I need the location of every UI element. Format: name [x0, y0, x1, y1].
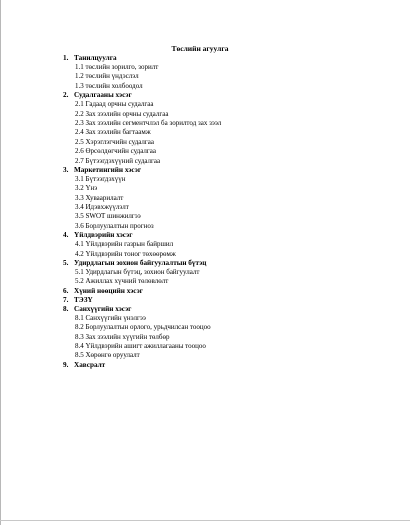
- document-title: Төслийн агуулга: [171, 44, 229, 53]
- toc-subsection: 8.4 Үйлдвэрийн ашигт ажиллагааны тооцоо: [75, 341, 206, 350]
- toc-subsection: 8.5 Хөрөнгө оруулалт: [75, 351, 140, 360]
- toc-section: [0, 259, 400, 268]
- toc-section: [0, 305, 400, 314]
- toc-subsection: 2.4 Зах зээлийн багтаамж: [75, 128, 151, 137]
- toc-subsection: 8.2 Борлуулалтын орлого, урьдчилсан тооцоо: [75, 323, 211, 332]
- toc-section-number: 8.: [63, 304, 69, 313]
- toc-section-title: Судалгааны хэсэг: [74, 91, 132, 100]
- toc-section-number: 2.: [63, 91, 69, 100]
- toc-subsection: 4.2 Үйлдвэрийн тоног төхөөрөмж: [75, 249, 176, 258]
- toc-subsection: 3.5 SWOT шинжилгээ: [75, 212, 141, 221]
- toc-section-number: 7.: [63, 295, 69, 304]
- toc-section-title: Танилцуулга: [74, 54, 117, 62]
- toc-section: [0, 287, 400, 296]
- table-of-contents: [0, 54, 400, 370]
- toc-section: [0, 166, 400, 175]
- toc-subsection: 1.2 төслийн үндэслэл: [75, 72, 139, 81]
- toc-section-title: ТЭЗҮ: [74, 295, 93, 304]
- toc-section-number: 5.: [63, 259, 69, 268]
- toc-subsection: 3.3 Хуваарилалт: [75, 193, 124, 202]
- toc-section: [0, 231, 400, 240]
- toc-subsection: 5.2 Ажиллах хүчний төлөвлөлт: [75, 277, 169, 286]
- toc-section: [0, 91, 400, 100]
- toc-section-number: 1.: [63, 54, 69, 62]
- toc-subsection: 3.2 Үнэ: [75, 184, 98, 193]
- toc-subsection: 8.3 Зах зээлийн хүүгийн төлбөр: [75, 332, 170, 341]
- toc-section-number: 4.: [63, 231, 69, 240]
- toc-section-title: Хүний нөөцийн хэсэг: [74, 286, 143, 295]
- toc-subsection: 2.3 Зах зээлийн сегментчлэл ба зорилтод зах зээл: [75, 118, 222, 127]
- toc-subsection: 1.3 төслийн холбоодол: [75, 81, 143, 90]
- toc-subsection: 3.1 Бүтээгдэхүүн: [75, 174, 126, 183]
- toc-subsection: 3.6 Борлуулалтын прогноз: [75, 221, 154, 230]
- toc-subsection: 2.1 Гадаад орчны судалгаа: [75, 100, 154, 109]
- toc-subsection: 2.6 Өрсөлдөгчийн судалгаа: [75, 147, 156, 156]
- toc-section-title: Санхүүгийн хэсэг: [74, 304, 132, 313]
- toc-subsection: 5.1 Удирдлагын бүтэц, зохион байгуулалт: [75, 268, 200, 277]
- toc-section-title: Удирдлагын зохион байгуулалтын бүтэц: [74, 259, 207, 268]
- toc-subsection: 8.1 Санхүүгийн үнэлгээ: [75, 313, 146, 322]
- toc-section-title: Үйлдвэрийн хэсэг: [74, 231, 133, 240]
- toc-section: [0, 361, 400, 370]
- toc-section: [0, 54, 400, 63]
- toc-section-number: 9.: [63, 360, 69, 369]
- toc-section-title: Маркетингийн хэсэг: [74, 165, 142, 174]
- page-bottom-edge: [0, 520, 410, 521]
- toc-subsection: 2.7 Бүтээгдэхүүний судалгаа: [75, 156, 161, 165]
- toc-subsection: 4.1 Үйлдвэрийн газрын байршил: [75, 240, 174, 249]
- toc-section-number: 3.: [63, 165, 69, 174]
- toc-subsection: 1.1 төслийн зорилго, зорилт: [75, 63, 159, 71]
- toc-subsection: 3.4 Идэвхжүүлэлт: [75, 203, 129, 212]
- toc-section: [0, 296, 400, 305]
- toc-section-title: Хавсралт: [74, 360, 106, 369]
- toc-subsection: 2.2 Зах зээлийн орчны судалгаа: [75, 109, 169, 118]
- toc-subsection: 2.5 Хэрэглэгчийн судалгаа: [75, 137, 155, 146]
- toc-section-number: 6.: [63, 286, 69, 295]
